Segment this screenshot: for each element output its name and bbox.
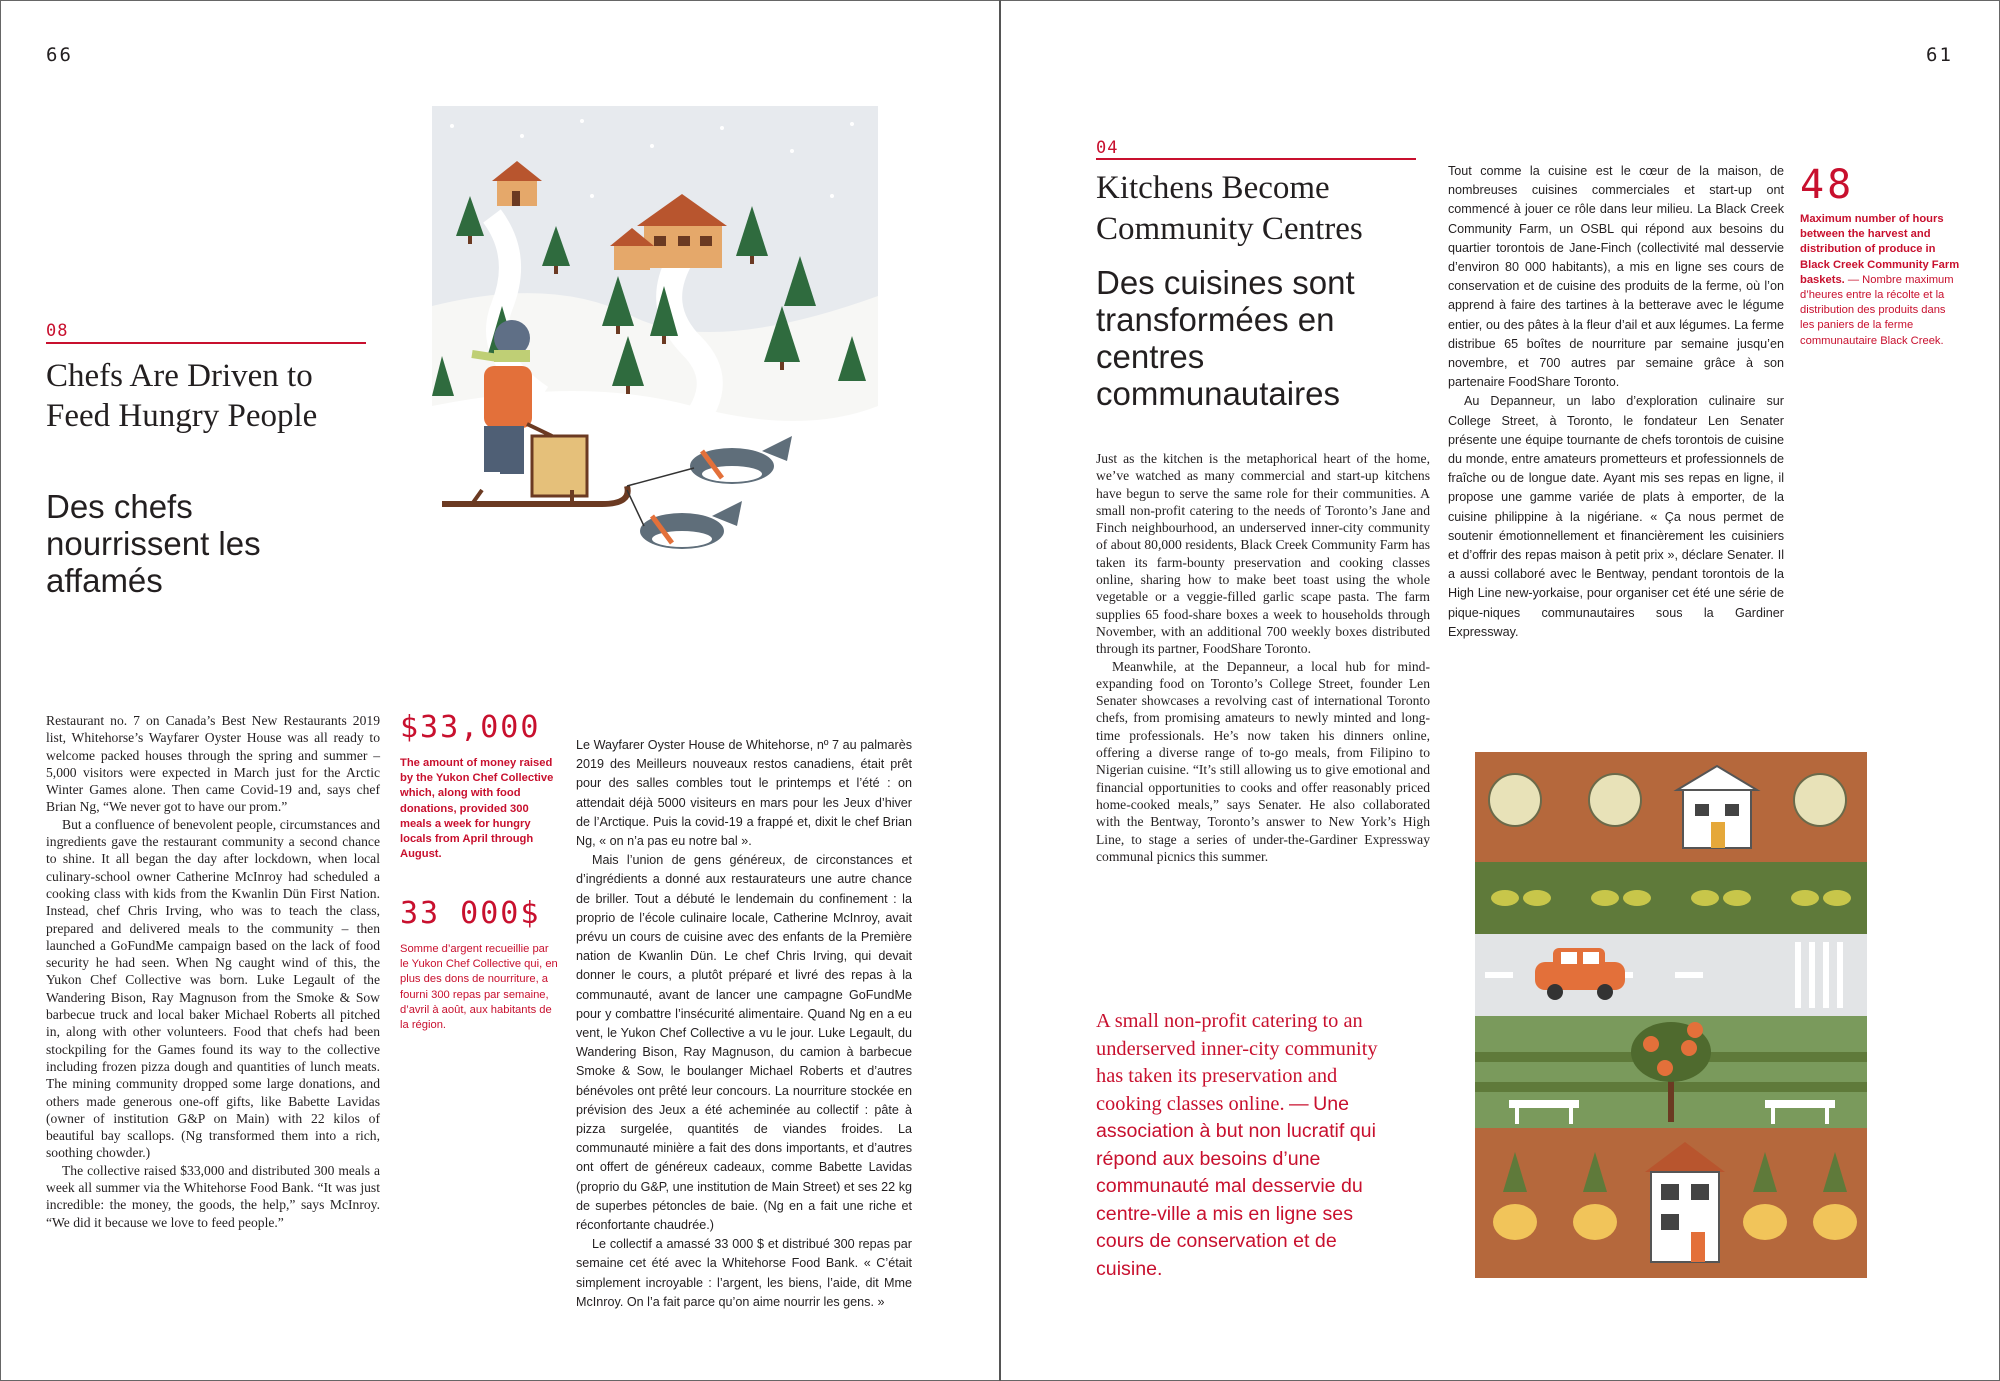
stat-48-caption [1800,212,1960,349]
section-rule-right [1096,158,1416,160]
page-number-left: 66 [46,44,73,66]
pull-quote-dash: — [1289,1092,1309,1115]
body-french-left [576,736,912,1312]
paragraph: Just as the kitchen is the metaphorical heart of the home, we’ve watched as many commercial and start-up kitchens have begun to serve the same role for their communities. A small non-profit catering to the needs of Toronto’s Jane and Finch neighbourhood, an underserved inner-city community of about 80,000 residents, Black Creek Community Farm has taken its farm-bounty preservation and cooking classes online, sharing how to make beet toast using the whole vegetable or a veggie-filled garlic scape pasta. The farm supplies 65 food-share boxes a week to households through November, with an additional 700 weekly boxes distributed through its partner, FoodShare Toronto. [1096,451,1430,657]
paragraph: But a confluence of benevolent people, circumstances and ingredients gave the restaurant community a second chance to shine. It all began the day after lockdown, when local culinary-school owner Catherine McInroy had scheduled a cooking class with kids from the Kwanlin Dün First Nation. Instead, chef Chris Irving, who was to teach the class, prepared and delivered meals to the community – then launched a GoFundMe campaign based on the lack of food security he had seen. When Ng caught wind of this, the Yukon Chef Collective was born. Luke Legault of the Wandering Bison, Ray Magnuson from the Smoke & Sow barbecue truck and local baker Michael Roberts all pitched in, along with other volunteers. Food that chefs had been stockpiling for the Games found its way to the collective including frozen pizza dough and quantities of lunch meats. The mining community dropped some large donations, and others made generous one-off gifts, like Babette Lavidas (owner of institution G&P on Main) with 22 kilos of beautiful bay scallops. (Ng transformed them into a rich, soothing chowder.) [46,816,380,1161]
body-english-right [1096,450,1430,865]
body-english-left [46,712,380,1231]
page-gutter [999,0,1001,1381]
winter-sled-illustration [432,106,878,628]
paragraph: Le collectif a amassé 33 000 $ et distribué 300 repas par semaine cet été avec la Whitehorse Food Bank. « C’était simplement incroyable : l’argent, les biens, l’aide, dit Mme McInroy. On l’a fait parce qu’on aime nourrir les gens. » [576,1237,912,1309]
paragraph: Mais l’union de gens généreux, de circonstances et d’ingrédients a donné aux restaurateurs une autre chance de briller. Tout a débuté le lendemain du confinement : la proprio de l’école culinaire locale, Catherine McInroy, avait prévu un cours de cuisine avec des enfants de la Première nation de Kwanlin Dün. Le chef Chris Irving, qui devait donner le cours, a plutôt préparé et livré des repas à la communauté, avant de lancer une campagne GoFundMe pour y combattre l’insécurité alimentaire. Quand Ng en a eu vent, le Yukon Chef Collective a vu le jour. Luke Legault, du Wandering Bison, Ray Magnuson, du camion à barbecue Smoke & Sow, le boulanger Michael Roberts et d’autres bénévoles ont prêté leur concours. La nourriture stockée en prévision des Jeux a été acheminée au collectif : pâte à pizza surgelée, quantités de viandes froides. La communauté minière a fait des dons importants, et d’autres ont offert de généreux cadeaux, comme Babette Lavidas (proprio du G&P, une institution de Main Street) et ses 22 kg de superbes pétoncles de baie. (Ng en a fait une riche et réconfortante chaudrée.) [576,853,912,1233]
paragraph: Tout comme la cuisine est le cœur de la maison, de nombreuses cuisines commerciales et start-up ont commencé à jouer ce rôle dans leur milieu. La Black Creek Community Farm, un OSBL qui répond aux besoins du quartier torontois de Jane-Finch (collectivité mal desservie d’environ 80 000 habitants), a mis en ligne ses cours de conservation et de cuisine des produits de la ferme, où l’on apprend à faire des tartines à la betterave avec le légume entier, ou des pâtes à la fleur d’ail et aux légumes. La ferme distribue 65 boîtes de nourriture par semaine jusqu’en novembre, et 700 autres par semaine grâce à son partenaire FoodShare Toronto. [1448,164,1784,390]
pull-quote [1096,1008,1406,1283]
stat-caption-en: Maximum number of hours between the harvest and distribution of produce in Black Creek Community Farm baskets. [1800,213,1960,286]
stat-33000-en: $33,000 [400,710,541,745]
paragraph: The collective raised $33,000 and distributed 300 meals a week all summer via the Whitehorse Food Bank. “It was just incredible: the money, the goods, the help,” says McInroy. “We did it because we love to feed people.” [46,1162,380,1230]
section-rule-left [46,342,366,344]
heading-english-left: Chefs Are Driven to Feed Hungry People [46,358,318,434]
stat-caption-fr: — Nombre maximum d’heures entre la récolte et la distribution des produits dans les paniers de la ferme communautaire Black Creek. [1800,273,1954,347]
stat-caption-fr: Somme d’argent recueillie par le Yukon Chef Collective qui, en plus des dons de nourriture, a fourni 300 repas par semaine, d’avril à août, aux habitants de la région. [400,943,558,1032]
stat-33000-fr: 33 000$ [400,896,541,931]
paragraph: Meanwhile, at the Depanneur, a local hub for mind-expanding food on Toronto’s College Street, founder Len Senater showcases a revolving cast of international Toronto chefs, from promising amateurs to newly minted and long-time professionals. He’s now taken his dinners online, offering a diverse range of to-go meals, from Filipino to Nigerian cuisine. “It’s still allowing us to give emotional and financial opportunities to cooks and offer reasonably priced home-cooked meals,” says Senater. He also collaborated with the Bentway, Toronto’s answer to New York’s High Line, to stage a series of under-the-Gardiner Expressway communal picnics this summer. [1096,658,1430,864]
community-farm-illustration [1475,752,1867,1278]
paragraph: Restaurant no. 7 on Canada’s Best New Restaurants 2019 list, Whitehorse’s Wayfarer Oyster House was all ready to welcome packed houses through the spring and summer – 5,000 visitors were expected in March just for the Arctic Winter Games alone. Then came Covid-19 and, says chef Brian Ng, “We never got to have our prom.” [46,713,380,815]
heading-french-left: Des chefs nourrissent les affamés [46,488,261,599]
pull-quote-english: A small non-profit catering to an underserved inner-city community has taken its preservation and cooking classes online. [1096,1010,1378,1115]
section-number-04: 04 [1096,138,1119,158]
section-number-08: 08 [46,321,69,341]
stat-caption-en: The amount of money raised by the Yukon Chef Collective which, along with food donations, provided 300 meals a week for hungry locals from April through August. [400,757,554,861]
pull-quote-french: Une association à but non lucratif qui répond aux besoins d’une communauté mal desservie du centre-ville a mis en ligne ses cours de conservation et de cuisine. [1096,1092,1376,1280]
paragraph: Le Wayfarer Oyster House de Whitehorse, nº 7 au palmarès 2019 des Meilleurs nouveaux restos canadiens, était prêt pour des salles combles tout le printemps et l’été : on attendait déjà 5000 visiteurs en mars pour les Jeux d’hiver de l’Arctique. Puis la covid-19 a frappé et, dixit le chef Brian Ng, « on n’a pas eu notre bal ». [576,738,912,849]
heading-english-right: Kitchens Become Community Centres [1096,170,1363,247]
heading-french-right: Des cuisines sont transformées en centres communautaires [1096,264,1355,412]
stat-48: 48 [1800,162,1855,208]
body-french-right [1448,162,1784,642]
paragraph: Au Depanneur, un labo d’exploration culinaire sur College Street, à Toronto, le fondateur Len Senater présente une équipe tournante de chefs torontois de cuisine du monde, entre amateurs prometteurs et professionnels de fraîche ou de longue date. Ayant mis ses repas en ligne, il propose une gamme variée de plats à emporter, de la cuisine philippine à la nigériane. « Ça nous permet de soutenir émotionnellement et financièrement les cuisiniers et d’offrir des repas maison à petit prix », déclare Senater. Il a aussi collaboré avec le Bentway, pendant torontois de la High Line new-yorkaise, pour organiser cet été une série de pique-niques communautaires sous la Gardiner Expressway. [1448,394,1784,639]
page-number-right: 61 [1926,44,1953,66]
